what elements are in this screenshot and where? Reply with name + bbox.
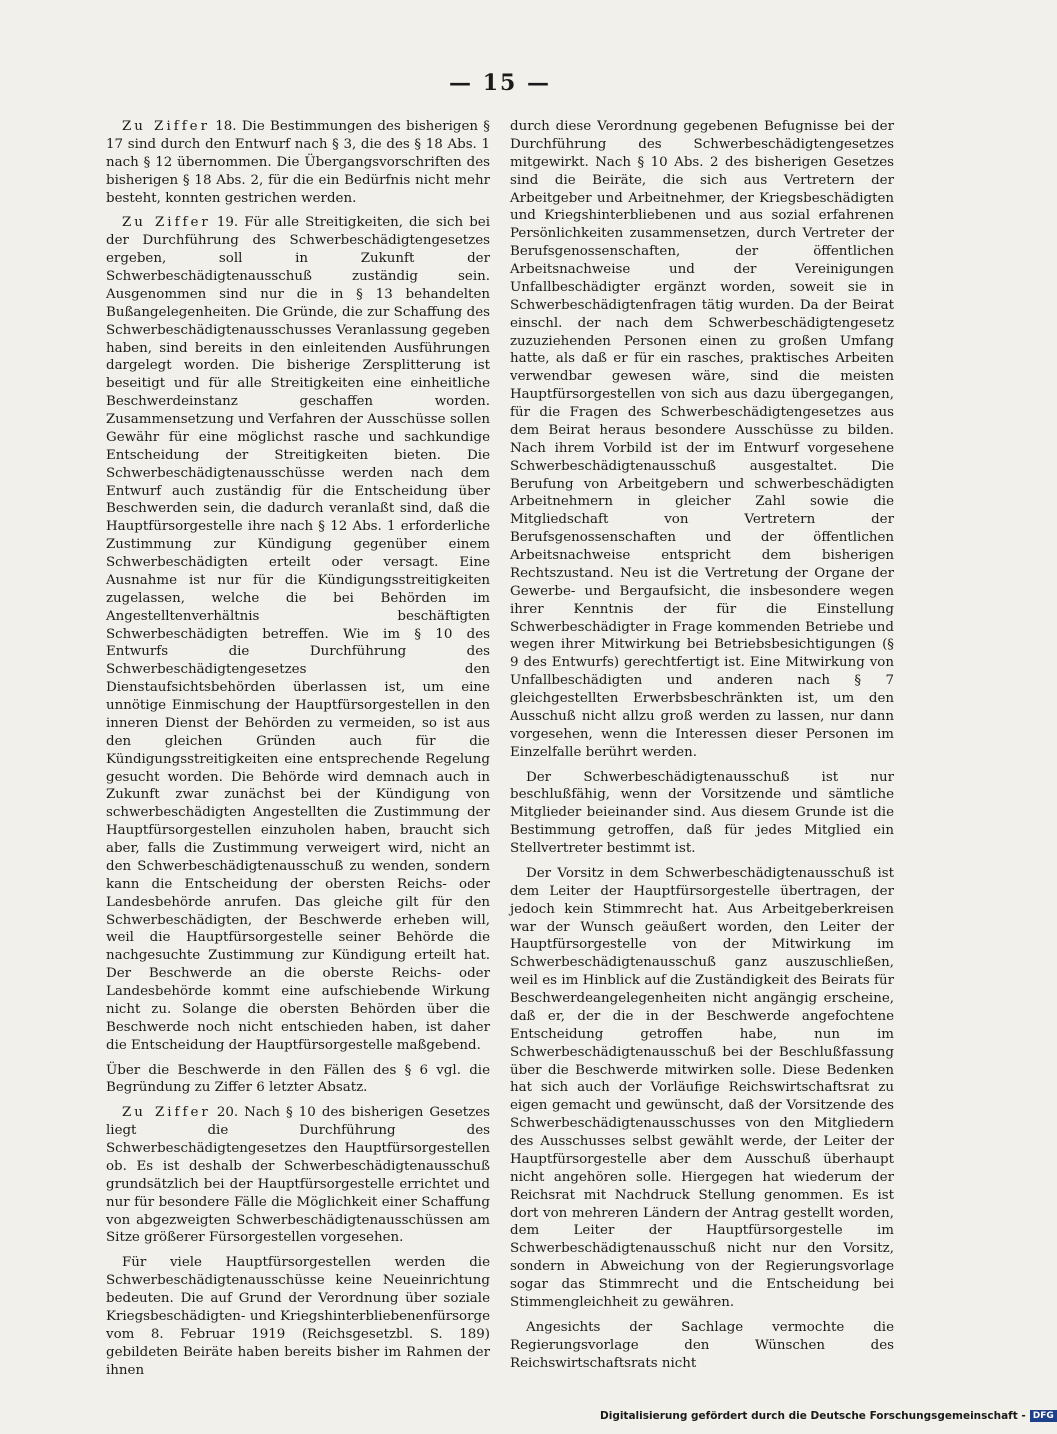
credit-text: Digitalisierung gefördert durch die Deutsche Forschungsgemeinschaft - bbox=[600, 1410, 1026, 1422]
paragraph bbox=[510, 769, 894, 858]
paragraph bbox=[510, 118, 894, 762]
paragraph-text: Für viele Hauptfürsorgestellen werden die Schwerbeschädigtenausschüsse keine Neueinrichtung bedeuten. Die auf Grund der Verordnung über soziale Kriegsbeschädigten- und Kriegshinterbliebenenfürsorge vom 8. Februar 1919 (Reichsgesetzbl. S. 189) gebildeten Beiräte haben bereits bisher im Rahmen der ihnen bbox=[106, 1255, 490, 1378]
section-lead: Zu Ziffer bbox=[122, 119, 211, 134]
paragraph bbox=[510, 1319, 894, 1373]
paragraph bbox=[510, 865, 894, 1312]
paragraph bbox=[106, 118, 490, 207]
dfg-logo: DFG bbox=[1030, 1410, 1057, 1422]
paragraph-text: 20. Nach § 10 des bisherigen Gesetzes liegt die Durchführung des Schwerbeschädigtengesetzes den Hauptfürsorgestellen ob. Es ist deshalb der Schwerbeschädigtenausschuß grundsätzlich bei der Hauptfürsorgestelle errichtet und nur für besondere Fälle die Möglichkeit einer Schaffung von abgezweigten Schwerbeschädigtenausschüssen am Sitze größerer Fürsorgestellen vorgesehen. bbox=[106, 1105, 490, 1246]
paragraph-text: Über die Beschwerde in den Fällen des § 6 vgl. die Begründung zu Ziffer 6 letzter Absatz. bbox=[106, 1062, 490, 1096]
paragraph-text: 19. Für alle Streitigkeiten, die sich bei der Durchführung des Schwerbeschädigtengesetzes ergeben, soll in Zukunft der Schwerbeschädigtenausschuß zuständig sein. Ausgenommen sind nur die in § 13 behandelten Bußangelegenheiten. Die Gründe, die zur Schaffung des Schwerbeschädigtenausschusses Veranlassung gegeben haben, sind bereits in den einleitenden Ausführungen dargelegt worden. Die bisherige Zersplitterung ist beseitigt und für alle Streitigkeiten eine einheitliche Beschwerdeinstanz geschaffen worden. Zusammensetzung und Verfahren der Ausschüsse sollen Gewähr für eine möglichst rasche und sachkundige Entscheidung der Streitigkeiten bieten. Die Schwerbeschädigtenausschüsse werden nach dem Entwurf auch zuständig für die Entscheidung über Beschwerden sein, die dadurch veranlaßt sind, daß die Hauptfürsorgestelle ihre nach § 12 Abs. 1 erforderliche Zustimmung zur Kündigung gegenüber einem Schwerbeschädigten erteilt oder versagt. Eine Ausnahme ist nur für die Kündigungsstreitigkeiten zugelassen, welche die bei Behörden im Angestelltenverhältnis beschäftigten Schwerbeschädigten betreffen. Wie im § 10 des Entwurfs die Durchführung des Schwerbeschädigtengesetzes den Dienstaufsichtsbehörden überlassen ist, um eine unnötige Einmischung der Hauptfürsorgestellen in den inneren Dienst der Behörden zu vermeiden, so ist aus den gleichen Gründen auch für die Kündigungsstreitigkeiten eine entsprechende Regelung gesucht worden. Die Behörde wird demnach auch in Zukunft zwar zunächst bei der Kündigung von schwerbeschädigten Angestellten die Zustimmung der Hauptfürsorgestellen einzuholen haben, braucht sich aber, falls die Zustimmung verweigert wird, nicht an den Schwerbeschädigtenausschuß zu wenden, sondern kann die Entscheidung der obersten Reichs- oder Landesbehörde anrufen. Das gleiche gilt für den Schwerbeschädigten, der Beschwerde erheben will, weil die Hauptfürsorgestelle seiner Behörde die nachgesuchte Zustimmung zur Kündigung erteilt hat. Der Beschwerde an die oberste Reichs- oder Landesbehörde kommt eine aufschiebende Wirkung nicht zu. Solange die obersten Behörden über die Beschwerde noch nicht entschieden haben, ist daher die Entscheidung der Hauptfürsorgestelle maßgebend. bbox=[106, 215, 490, 1053]
paragraph-text: Angesichts der Sachlage vermochte die Regierungsvorlage den Wünschen des Reichswirtschaftsrats nicht bbox=[510, 1319, 894, 1371]
paragraph-text: Der Schwerbeschädigtenausschuß ist nur beschlußfähig, wenn der Vorsitzende und sämtliche Mitglieder beieinander sind. Aus diesem Grunde ist die Bestimmung getroffen, daß für jedes Mitglied ein Stellvertreter bestimmt ist. bbox=[510, 769, 894, 856]
paragraph-text: durch diese Verordnung gegebenen Befugnisse bei der Durchführung des Schwerbeschädigtengesetzes mitgewirkt. Nach § 10 Abs. 2 des bisherigen Gesetzes sind die Beiräte, die sich aus Vertretern der Arbeitgeber und Arbeitnehmer, der Kriegsbeschädigten und Kriegshinterbliebenen und aus sozial erfahrenen Persönlichkeiten zusammensetzen, durch Vertreter der Berufsgenossenschaften, der öffentlichen Arbeitsnachweise und der Vereinigungen Unfallbeschädigter ergänzt worden, soweit sie in Schwerbeschädigtenfragen tätig wurden. Da der Beirat einschl. der nach dem Schwerbeschädigtengesetz zuzuziehenden Personen einen zu großen Umfang hatte, als daß er für ein rasches, praktisches Arbeiten verwendbar gewesen wäre, sind die meisten Hauptfürsorgestellen von sich aus dazu übergegangen, für die Fragen des Schwerbeschädigtengesetzes aus dem Beirat heraus besondere Ausschüsse zu bilden. Nach ihrem Vorbild ist der im Entwurf vorgesehene Schwerbeschädigtenausschuß ausgestaltet. Die Berufung von Arbeitgebern und schwerbeschädigten Arbeitnehmern in gleicher Zahl sowie die Mitgliedschaft von Vertretern der Berufsgenossenschaften und der öffentlichen Arbeitsnachweise entspricht dem bisherigen Rechtszustand. Neu ist die Vertretung der Organe der Gewerbe- und Bergaufsicht, die insbesondere wegen ihrer Kenntnis der für die Einstellung Schwerbeschädigter in Frage kommenden Betriebe und wegen ihrer Mitwirkung bei Betriebsbesichtigungen (§ 9 des Entwurfs) gerechtfertigt ist. Eine Mitwirkung von Unfallbeschädigten und anderen nach § 7 gleichgestellten Erwerbsbeschränkten ist, um den Ausschuß nicht allzu groß werden zu lassen, nur dann vorgesehen, wenn die Interessen dieser Personen im Einzelfalle berührt werden. bbox=[510, 119, 894, 760]
paragraph bbox=[106, 1104, 490, 1247]
page-number: — 15 — bbox=[449, 70, 551, 96]
paragraph-text: Der Vorsitz in dem Schwerbeschädigtenausschuß ist dem Leiter der Hauptfürsorgestelle übertragen, der jedoch kein Stimmrecht hat. Aus Arbeitgeberkreisen war der Wunsch geäußert worden, den Leiter der Hauptfürsorgestelle von der Mitwirkung im Schwerbeschädigtenausschuß ganz auszuschließen, weil es im Hinblick auf die Zuständigkeit des Beirats für Beschwerdeangelegenheiten nicht angängig erscheine, daß er, der die in der Beschwerde angefochtene Entscheidung getroffen habe, nun im Schwerbeschädigtenausschuß bei der Beschlußfassung über die Beschwerde mitwirken solle. Diese Bedenken hat sich auch der Vorläufige Reichswirtschaftsrat zu eigen gemacht und gewünscht, daß der Vorsitzende des Schwerbeschädigtenausschusses von den Mitgliedern des Ausschusses selbst gewählt werde, der Leiter der Hauptfürsorgestelle aber dem Ausschuß überhaupt nicht angehören solle. Hiergegen hat wiederum der Reichsrat mit Nachdruck Stellung genommen. Es ist dort von mehreren Ländern der Antrag gestellt worden, dem Leiter der Hauptfürsorgestelle im Schwerbeschädigtenausschuß nicht nur den Vorsitz, sondern in Abweichung von der Regierungsvorlage sogar das Stimmrecht und die Entscheidung bei Stimmengleichheit zu gewähren. bbox=[510, 865, 894, 1310]
right-column bbox=[510, 118, 894, 1379]
section-lead: Zu Ziffer bbox=[122, 215, 211, 231]
section-lead: Zu Ziffer bbox=[122, 1105, 211, 1121]
paragraph-text: 18. Die Bestimmungen des bisherigen § 17 sind durch den Entwurf nach § 3, die des § 18 Abs. 1 nach § 12 übernommen. Die Übergangsvorschriften des bisherigen § 18 Abs. 2, für die ein Bedürfnis nicht mehr besteht, konnten gestrichen werden. bbox=[106, 119, 490, 206]
paragraph bbox=[106, 1254, 490, 1379]
paragraph bbox=[106, 214, 490, 1054]
paragraph bbox=[106, 1062, 490, 1098]
digitization-credit bbox=[600, 1410, 1054, 1422]
left-column bbox=[106, 118, 490, 1386]
